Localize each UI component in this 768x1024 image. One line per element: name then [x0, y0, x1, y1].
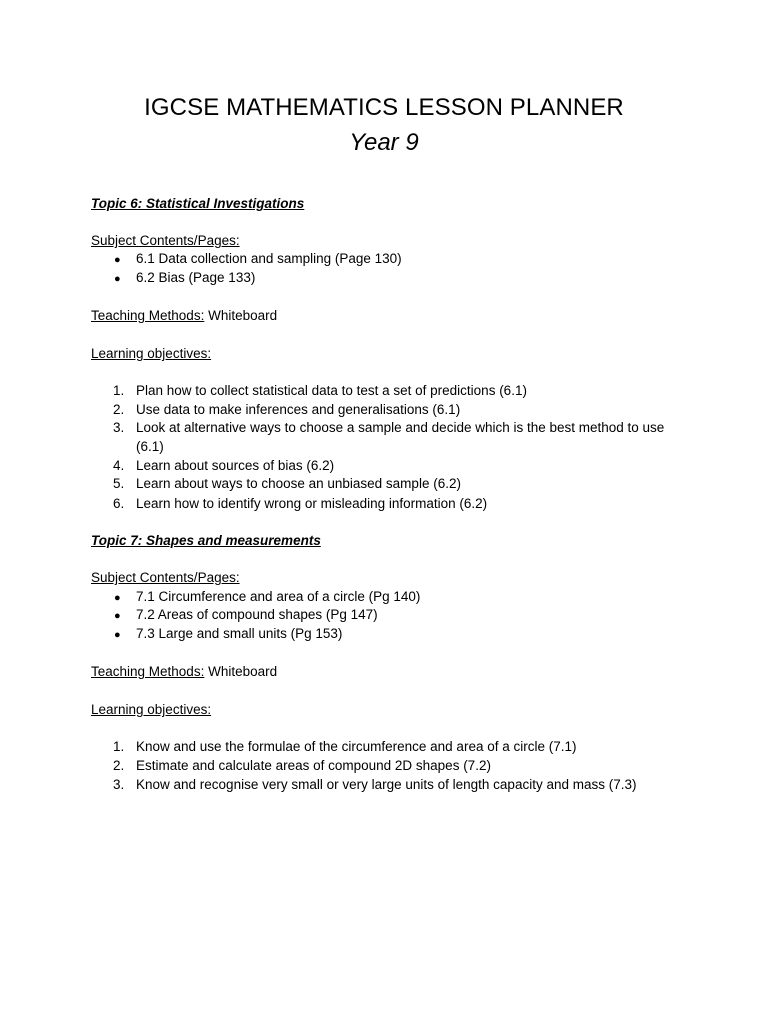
objective-number: 4.	[113, 458, 125, 473]
objective-text: Know and use the formulae of the circumference and area of a circle (7.1)	[136, 739, 577, 754]
objective-number: 3.	[113, 420, 125, 435]
teaching-methods-value: Whiteboard	[204, 664, 278, 679]
bullet-icon: ●	[114, 629, 121, 641]
subject-contents-label: Subject Contents/Pages:	[91, 570, 240, 585]
objective-text: Learn about sources of bias (6.2)	[136, 458, 335, 473]
teaching-methods-line	[91, 307, 277, 325]
bullet-icon: ●	[114, 592, 121, 604]
objective-text-continuation: (6.1)	[136, 439, 164, 454]
teaching-methods-value: Whiteboard	[204, 308, 278, 323]
bullet-icon: ●	[114, 610, 121, 622]
objective-number: 6.	[113, 496, 125, 511]
bullet-icon: ●	[114, 254, 121, 266]
content-item: 7.1 Circumference and area of a circle (Pg 140)	[136, 589, 421, 604]
teaching-methods-label: Teaching Methods:	[91, 308, 205, 323]
objective-text: Know and recognise very small or very large units of length capacity and mass (7.3)	[136, 777, 637, 792]
objective-text: Estimate and calculate areas of compound 2D shapes (7.2)	[136, 758, 491, 773]
page-title: IGCSE MATHEMATICS LESSON PLANNER	[144, 94, 624, 121]
teaching-methods-label: Teaching Methods:	[91, 664, 205, 679]
teaching-methods-line	[91, 663, 277, 681]
subject-contents-label: Subject Contents/Pages:	[91, 233, 240, 248]
content-item: 7.3 Large and small units (Pg 153)	[136, 626, 343, 641]
bullet-icon: ●	[114, 273, 121, 285]
learning-objectives-label: Learning objectives:	[91, 346, 212, 361]
objective-number: 2.	[113, 758, 125, 773]
page-subtitle: Year 9	[349, 129, 419, 156]
objective-text: Look at alternative ways to choose a sample and decide which is the best method to use	[136, 420, 665, 435]
objective-number: 1.	[113, 383, 125, 398]
objective-number: 1.	[113, 739, 125, 754]
objective-text: Plan how to collect statistical data to test a set of predictions (6.1)	[136, 383, 527, 398]
objective-number: 2.	[113, 402, 125, 417]
topic-heading: Topic 6: Statistical Investigations	[91, 196, 305, 211]
learning-objectives-label: Learning objectives:	[91, 702, 212, 717]
content-item: 7.2 Areas of compound shapes (Pg 147)	[136, 607, 378, 622]
objective-text: Learn how to identify wrong or misleading information (6.2)	[136, 496, 488, 511]
content-item: 6.2 Bias (Page 133)	[136, 270, 256, 285]
objective-text: Learn about ways to choose an unbiased sample (6.2)	[136, 476, 461, 491]
objective-number: 5.	[113, 476, 125, 491]
content-item: 6.1 Data collection and sampling (Page 130)	[136, 251, 402, 266]
objective-text: Use data to make inferences and generalisations (6.1)	[136, 402, 461, 417]
objective-number: 3.	[113, 777, 125, 792]
topic-heading: Topic 7: Shapes and measurements	[91, 533, 321, 548]
